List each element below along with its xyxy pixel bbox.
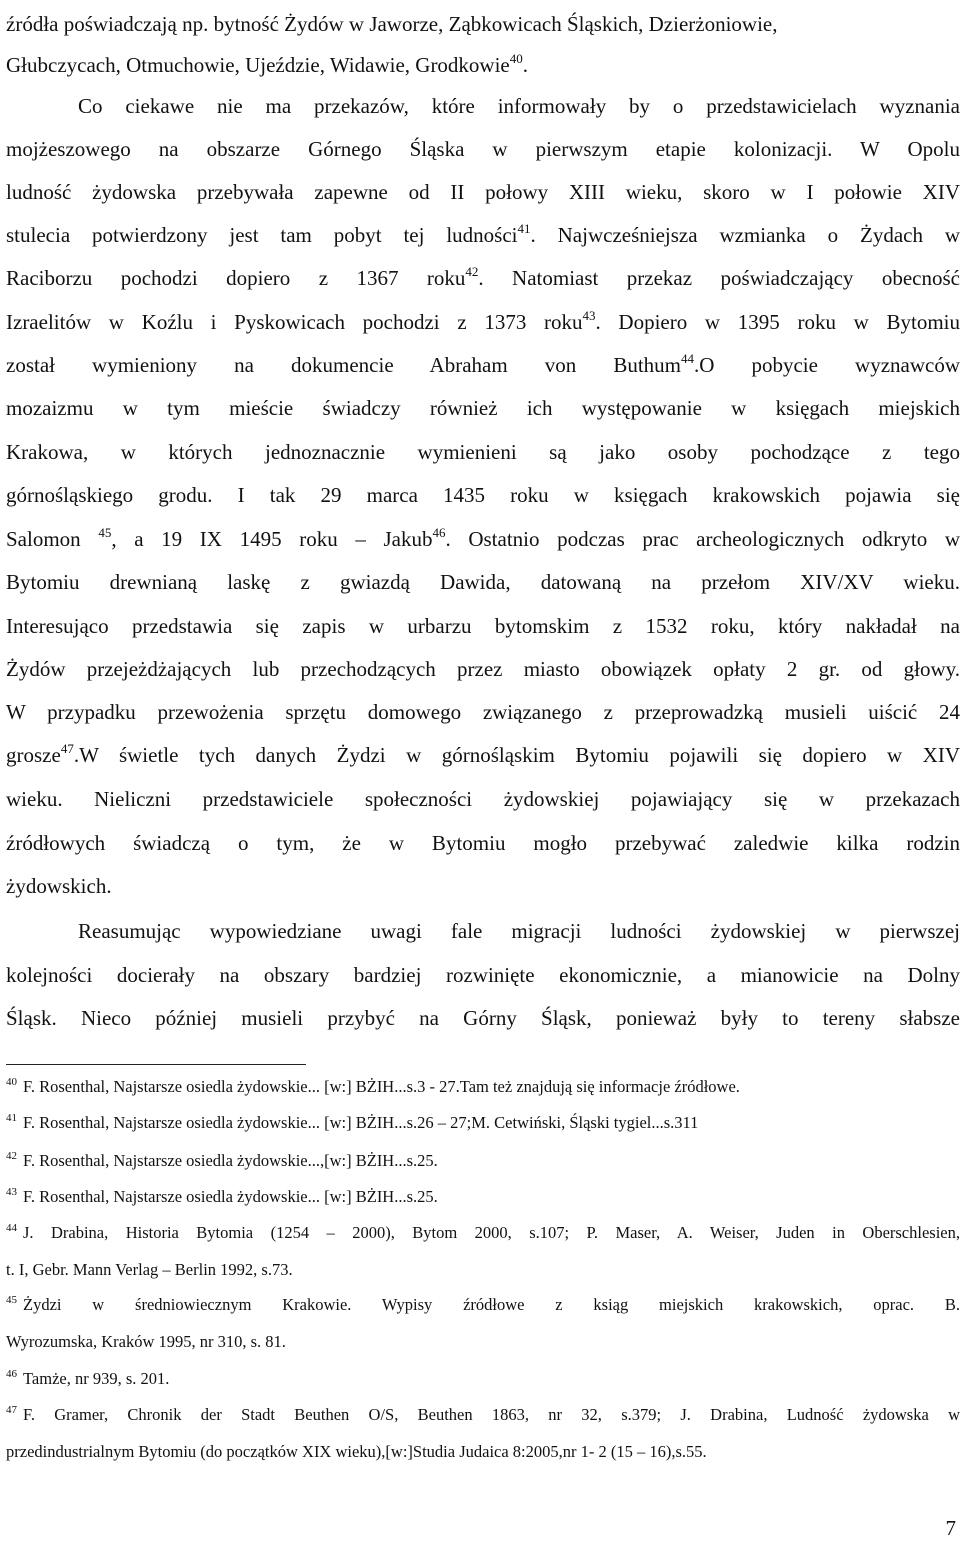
footnote-number: 43 (6, 1186, 17, 1198)
footnote-number: 40 (6, 1076, 17, 1088)
text-run: wieku. Nieliczni przedstawiciele społeczności żydowskiej pojawiający się w przekazach (6, 787, 960, 811)
text-run: .O pobycie wyznawców (694, 353, 960, 377)
footnote-text: Tamże, nr 939, s. 201. (23, 1369, 170, 1388)
footnote-separator (6, 1064, 306, 1065)
body-text-line (6, 829, 960, 857)
body-text-line (6, 961, 960, 989)
text-run: Raciborzu pochodzi dopiero z 1367 roku (6, 266, 466, 290)
footnote-40 (6, 1076, 960, 1098)
footnote-text: przedindustrialnym Bytomiu (do początków XIX wieku),[w:]Studia Judaica 8:2005,nr 1- 2 (15 – 16),s.55. (6, 1442, 707, 1461)
footnote-44-cont (6, 1259, 960, 1281)
text-run: mozaizmu w tym mieście świadczy również ich występowanie w księgach miejskich (6, 396, 960, 420)
footnote-46 (6, 1368, 960, 1390)
body-text-line (6, 351, 960, 379)
body-text-line (6, 394, 960, 422)
footnote-ref: 42 (465, 264, 479, 279)
text-run: Głubczycach, Otmuchowie, Ujeździe, Widawie, Grodkowie (6, 53, 510, 77)
footnote-text: Żydzi w średniowiecznym Krakowie. Wypisy źródłowe z ksiąg miejskich krakowskich, oprac. B. (23, 1295, 960, 1314)
text-run: . (522, 53, 529, 77)
body-text-line (6, 264, 960, 292)
footnote-text: Wyrozumska, Kraków 1995, nr 310, s. 81. (6, 1332, 286, 1351)
text-run: Śląsk. Nieco później musieli przybyć na Górny Śląsk, ponieważ były to tereny słabsze (6, 1006, 960, 1030)
footnote-ref: 40 (509, 51, 523, 66)
text-run: Salomon (6, 527, 99, 551)
text-run: Co ciekawe nie ma przekazów, które informowały by o przedstawicielach wyznania (78, 94, 960, 118)
text-run: górnośląskiego grodu. I tak 29 marca 1435 roku w księgach krakowskich pojawia się (6, 483, 960, 507)
text-run: .W świetle tych danych Żydzi w górnośląskim Bytomiu pojawili się dopiero w XIV (73, 743, 960, 767)
text-run: Izraelitów w Koźlu i Pyskowicach pochodzi z 1373 roku (6, 310, 583, 334)
footnote-ref: 44 (681, 351, 694, 366)
text-run: mojżeszowego na obszarze Górnego Śląska w pierwszym etapie kolonizacji. W Opolu (6, 137, 960, 161)
body-text-line (6, 785, 960, 813)
footnote-number: 41 (6, 1112, 17, 1124)
body-text-line (6, 525, 960, 553)
text-run: . Najwcześniejsza wzmianka o Żydach w (530, 223, 960, 247)
body-text-line (6, 178, 960, 206)
footnote-47 (6, 1404, 960, 1426)
text-run: . Natomiast przekaz poświadczający obecność (478, 266, 960, 290)
text-run: źródła poświadczają np. bytność Żydów w Jaworze, Ząbkowicach Śląskich, Dzierżoniowie, (6, 12, 778, 36)
text-run: Bytomiu drewnianą laskę z gwiazdą Dawida, datowaną na przełom XIV/XV wieku. (6, 570, 960, 594)
footnote-41 (6, 1112, 960, 1134)
body-text-line (6, 10, 960, 38)
body-text-line (6, 568, 960, 596)
text-run: W przypadku przewożenia sprzętu domowego związanego z przeprowadzką musieli uiścić 24 (6, 700, 960, 724)
text-run: . Dopiero w 1395 roku w Bytomiu (595, 310, 960, 334)
footnote-43 (6, 1186, 960, 1208)
footnote-text: F. Rosenthal, Najstarsze osiedla żydowskie... [w:] BŻIH...s.3 - 27.Tam też znajdują się informacje źródłowe. (23, 1077, 740, 1096)
footnote-ref: 46 (432, 525, 446, 540)
footnote-ref: 47 (60, 741, 74, 756)
body-text-line (6, 1004, 960, 1032)
body-text-line (6, 221, 960, 249)
text-run: źródłowych świadczą o tym, że w Bytomiu mogło przebywać zaledwie kilka rodzin (6, 831, 960, 855)
footnote-42 (6, 1150, 960, 1172)
body-text-line (78, 917, 960, 945)
body-text-line (6, 872, 960, 900)
footnote-ref: 45 (98, 525, 112, 540)
body-text-line (6, 481, 960, 509)
footnote-text: F. Rosenthal, Najstarsze osiedla żydowskie... [w:] BŻIH...s.25. (23, 1187, 438, 1206)
text-run: grosze (6, 743, 61, 767)
footnote-ref: 41 (517, 221, 531, 236)
footnote-text: F. Gramer, Chronik der Stadt Beuthen O/S, Beuthen 1863, nr 32, s.379; J. Drabina, Ludność żydowska w (23, 1405, 960, 1424)
text-run: Reasumując wypowiedziane uwagi fale migracji ludności żydowskiej w pierwszej (78, 919, 960, 943)
footnote-47-cont (6, 1441, 960, 1463)
text-run: Interesująco przedstawia się zapis w urbarzu bytomskim z 1532 roku, który nakładał na (6, 614, 960, 638)
body-text-line (6, 135, 960, 163)
text-run: , a 19 IX 1495 roku – Jakub (111, 527, 433, 551)
body-text-line (6, 308, 960, 336)
text-run: został wymieniony na dokumencie Abraham von Buthum (6, 353, 681, 377)
body-text-line (6, 612, 960, 640)
text-run: ludność żydowska przebywała zapewne od II połowy XIII wieku, skoro w I połowie XIV (6, 180, 960, 204)
footnote-text: t. I, Gebr. Mann Verlag – Berlin 1992, s.73. (6, 1260, 293, 1279)
text-run: kolejności docierały na obszary bardziej rozwinięte ekonomicznie, a mianowicie na Dolny (6, 963, 960, 987)
body-text-line (6, 51, 960, 79)
footnote-number: 46 (6, 1368, 17, 1380)
body-text-line (6, 741, 960, 769)
body-text-line (6, 438, 960, 466)
footnote-number: 45 (6, 1294, 17, 1306)
body-text-line (78, 92, 960, 120)
page-number: 7 (945, 1516, 956, 1540)
footnote-text: F. Rosenthal, Najstarsze osiedla żydowskie...,[w:] BŻIH...s.25. (23, 1151, 438, 1170)
body-text-line (6, 655, 960, 683)
footnote-ref: 43 (582, 308, 596, 323)
footnote-number: 42 (6, 1150, 17, 1162)
body-text-line (6, 698, 960, 726)
footnote-number: 47 (6, 1404, 17, 1416)
footnote-number: 44 (6, 1222, 17, 1234)
text-run: żydowskich. (6, 874, 112, 898)
footnote-text: J. Drabina, Historia Bytomia (1254 – 2000), Bytom 2000, s.107; P. Maser, A. Weiser, Juden in Oberschlesien, (23, 1223, 960, 1242)
text-run: Krakowa, w których jednoznacznie wymienieni są jako osoby pochodzące z tego (6, 440, 960, 464)
footnote-45-cont (6, 1331, 960, 1353)
text-run: Żydów przejeżdżających lub przechodzących przez miasto obowiązek opłaty 2 gr. od głowy. (6, 657, 960, 681)
footnote-45 (6, 1294, 960, 1316)
footnote-44 (6, 1222, 960, 1244)
text-run: stulecia potwierdzony jest tam pobyt tej ludności (6, 223, 518, 247)
footnote-text: F. Rosenthal, Najstarsze osiedla żydowskie... [w:] BŻIH...s.26 – 27;M. Cetwiński, Śląski tygiel...s.311 (23, 1113, 699, 1132)
text-run: . Ostatnio podczas prac archeologicznych odkryto w (445, 527, 960, 551)
